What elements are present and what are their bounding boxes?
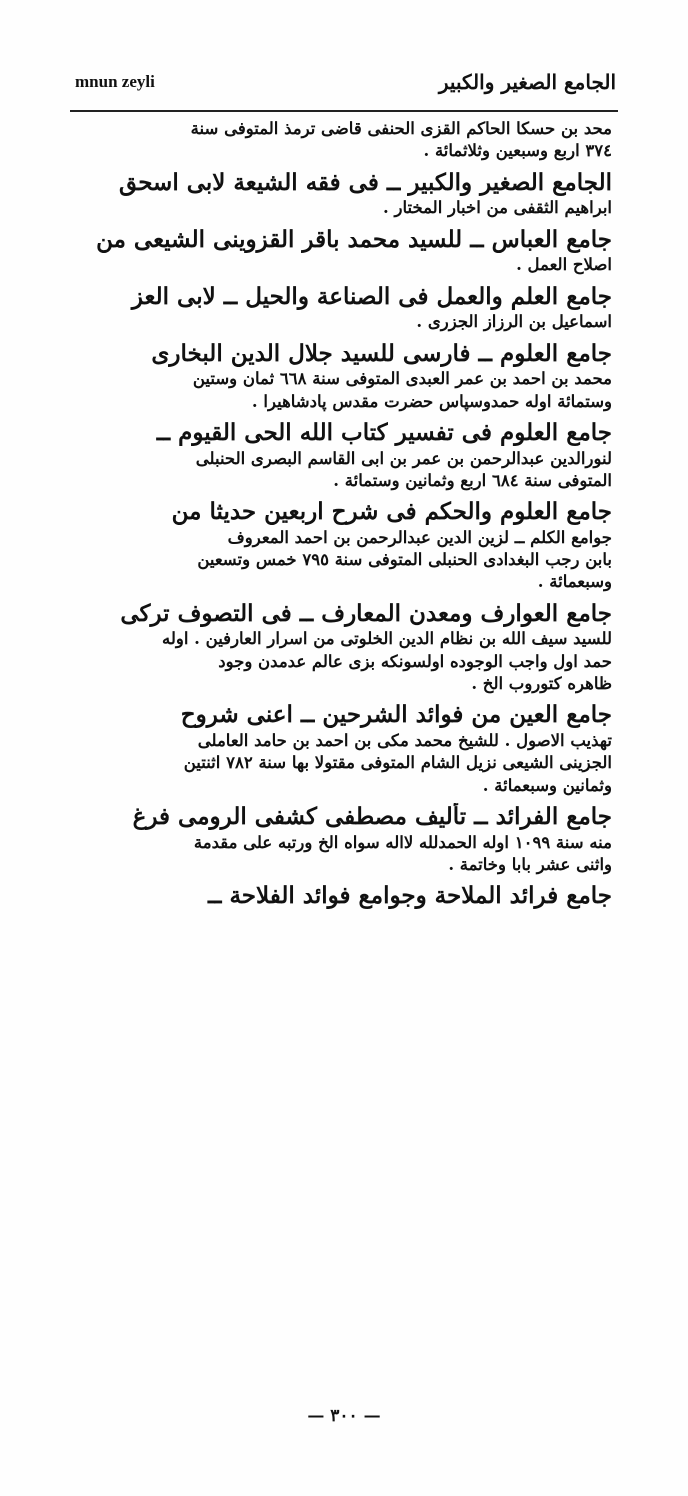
running-header-right: الجامع الصغير والكبير [438,70,616,94]
entry-headword-line: جامع العلم والعمل فى الصناعة والحيل ــ لابى العز [131,282,612,310]
header-rule [70,110,618,112]
bibliography-entry [80,340,612,413]
entry-headword-line: جامع الفرائد ــ تأليف مصطفى كشفى الرومى فرغ [132,802,612,830]
entry-text-line: منه سنة ١٠٩٩ اوله الحمدلله لااله سواه الخ ورتبه على مقدمة [193,832,612,852]
entry-text-line: للسيد سيف الله بن نظام الدين الخلوتى من اسرار العارفين . اوله [161,629,612,649]
entries-column [80,118,612,917]
entry-text-line: محمد بن احمد بن عمر العبدى المتوفى سنة ٦٦٨ ثمان وستين [192,369,612,389]
entry-headword-line: جامع العباس ــ للسيد محمد باقر القزوينى الشيعى من [96,225,612,253]
entry-text-line: محد بن حسكا الحاكم القزى الحنفى قاضى ترمذ المتوفى سنة [190,119,612,138]
bibliography-entry [80,169,612,220]
bibliography-entry [80,283,612,334]
bibliography-entry [80,118,612,163]
entry-text-line: لنورالدين عبدالرحمن بن عمر بن ابى القاسم البصرى الحنبلى [195,448,612,468]
page-number: — ٣٠٠ — [307,1406,381,1426]
entry-headword-line: جامع العلوم فى تفسير كتاب الله الحى القيوم ــ [156,418,612,446]
entry-text-line: ابراهيم الثقفى من اخبار المختار . [383,198,612,218]
entry-text-line: بابن رجب البغدادى الحنبلى المتوفى سنة ٧٩٥ خمس وتسعين [197,550,612,570]
entry-headword-line: الجامع الصغير والكبير ــ فى فقه الشيعة لابى اسحق [119,168,612,196]
entry-text-line: اسماعيل بن الرزاز الجزرى . [416,312,612,332]
entry-headword-line: جامع العوارف ومعدن المعارف ــ فى التصوف تركى [120,599,612,627]
entry-text-line: وثمانين وسبعمائة . [482,775,612,795]
entry-headword-line: جامع فرائد الملاحة وجوامع فوائد الفلاحة ــ [207,882,612,910]
entry-text-line: جوامع الكلم ــ لزين الدين عبدالرحمن بن احمد المعروف [227,527,612,547]
entry-text-line: وسبعمائة . [537,572,612,592]
bibliography-entry [80,419,612,492]
bibliography-entry [80,600,612,696]
entry-headword-line: جامع العلوم والحكم فى شرح اربعين حديثا من [171,498,612,526]
entry-text-line: المتوفى سنة ٦٨٤ اربع وثمانين وستمائة . [333,470,612,490]
bibliography-entry [80,803,612,876]
entry-text-line: واثنى عشر بابا وخاتمة . [448,854,612,874]
entry-text-line: الجزينى الشيعى نزيل الشام المتوفى مقتولا بها سنة ٧٨٢ اثنتين [183,753,612,773]
bibliography-entry [80,226,612,277]
bibliography-entry [80,882,612,911]
entry-headword-line: جامع العلوم ــ فارسى للسيد جلال الدين البخارى [151,339,612,367]
entry-text-line: ٣٧٤ اربع وسبعين وثلاثمائة . [423,141,612,161]
bibliography-entry [80,701,612,797]
bibliography-entry [80,498,612,594]
entry-text-line: تهذيب الاصول . للشيخ محمد مكى بن احمد بن حامد العاملى [197,730,612,750]
entry-text-line: ظاهره كتوروب الخ . [471,673,612,693]
entry-headword-line: جامع العين من فوائد الشرحين ــ اعنى شروح [180,701,612,729]
entry-text-line: وستمائة اوله حمدوسپاس حضرت مقدس پادشاهیرا . [251,391,612,411]
entry-text-line: حمد اول واجب الوجوده اولسونكه بزى عالم عدمدن وجود [218,651,612,671]
running-header-left: mnun zeyli [75,72,155,91]
entry-text-line: اصلاح العمل . [516,255,612,275]
